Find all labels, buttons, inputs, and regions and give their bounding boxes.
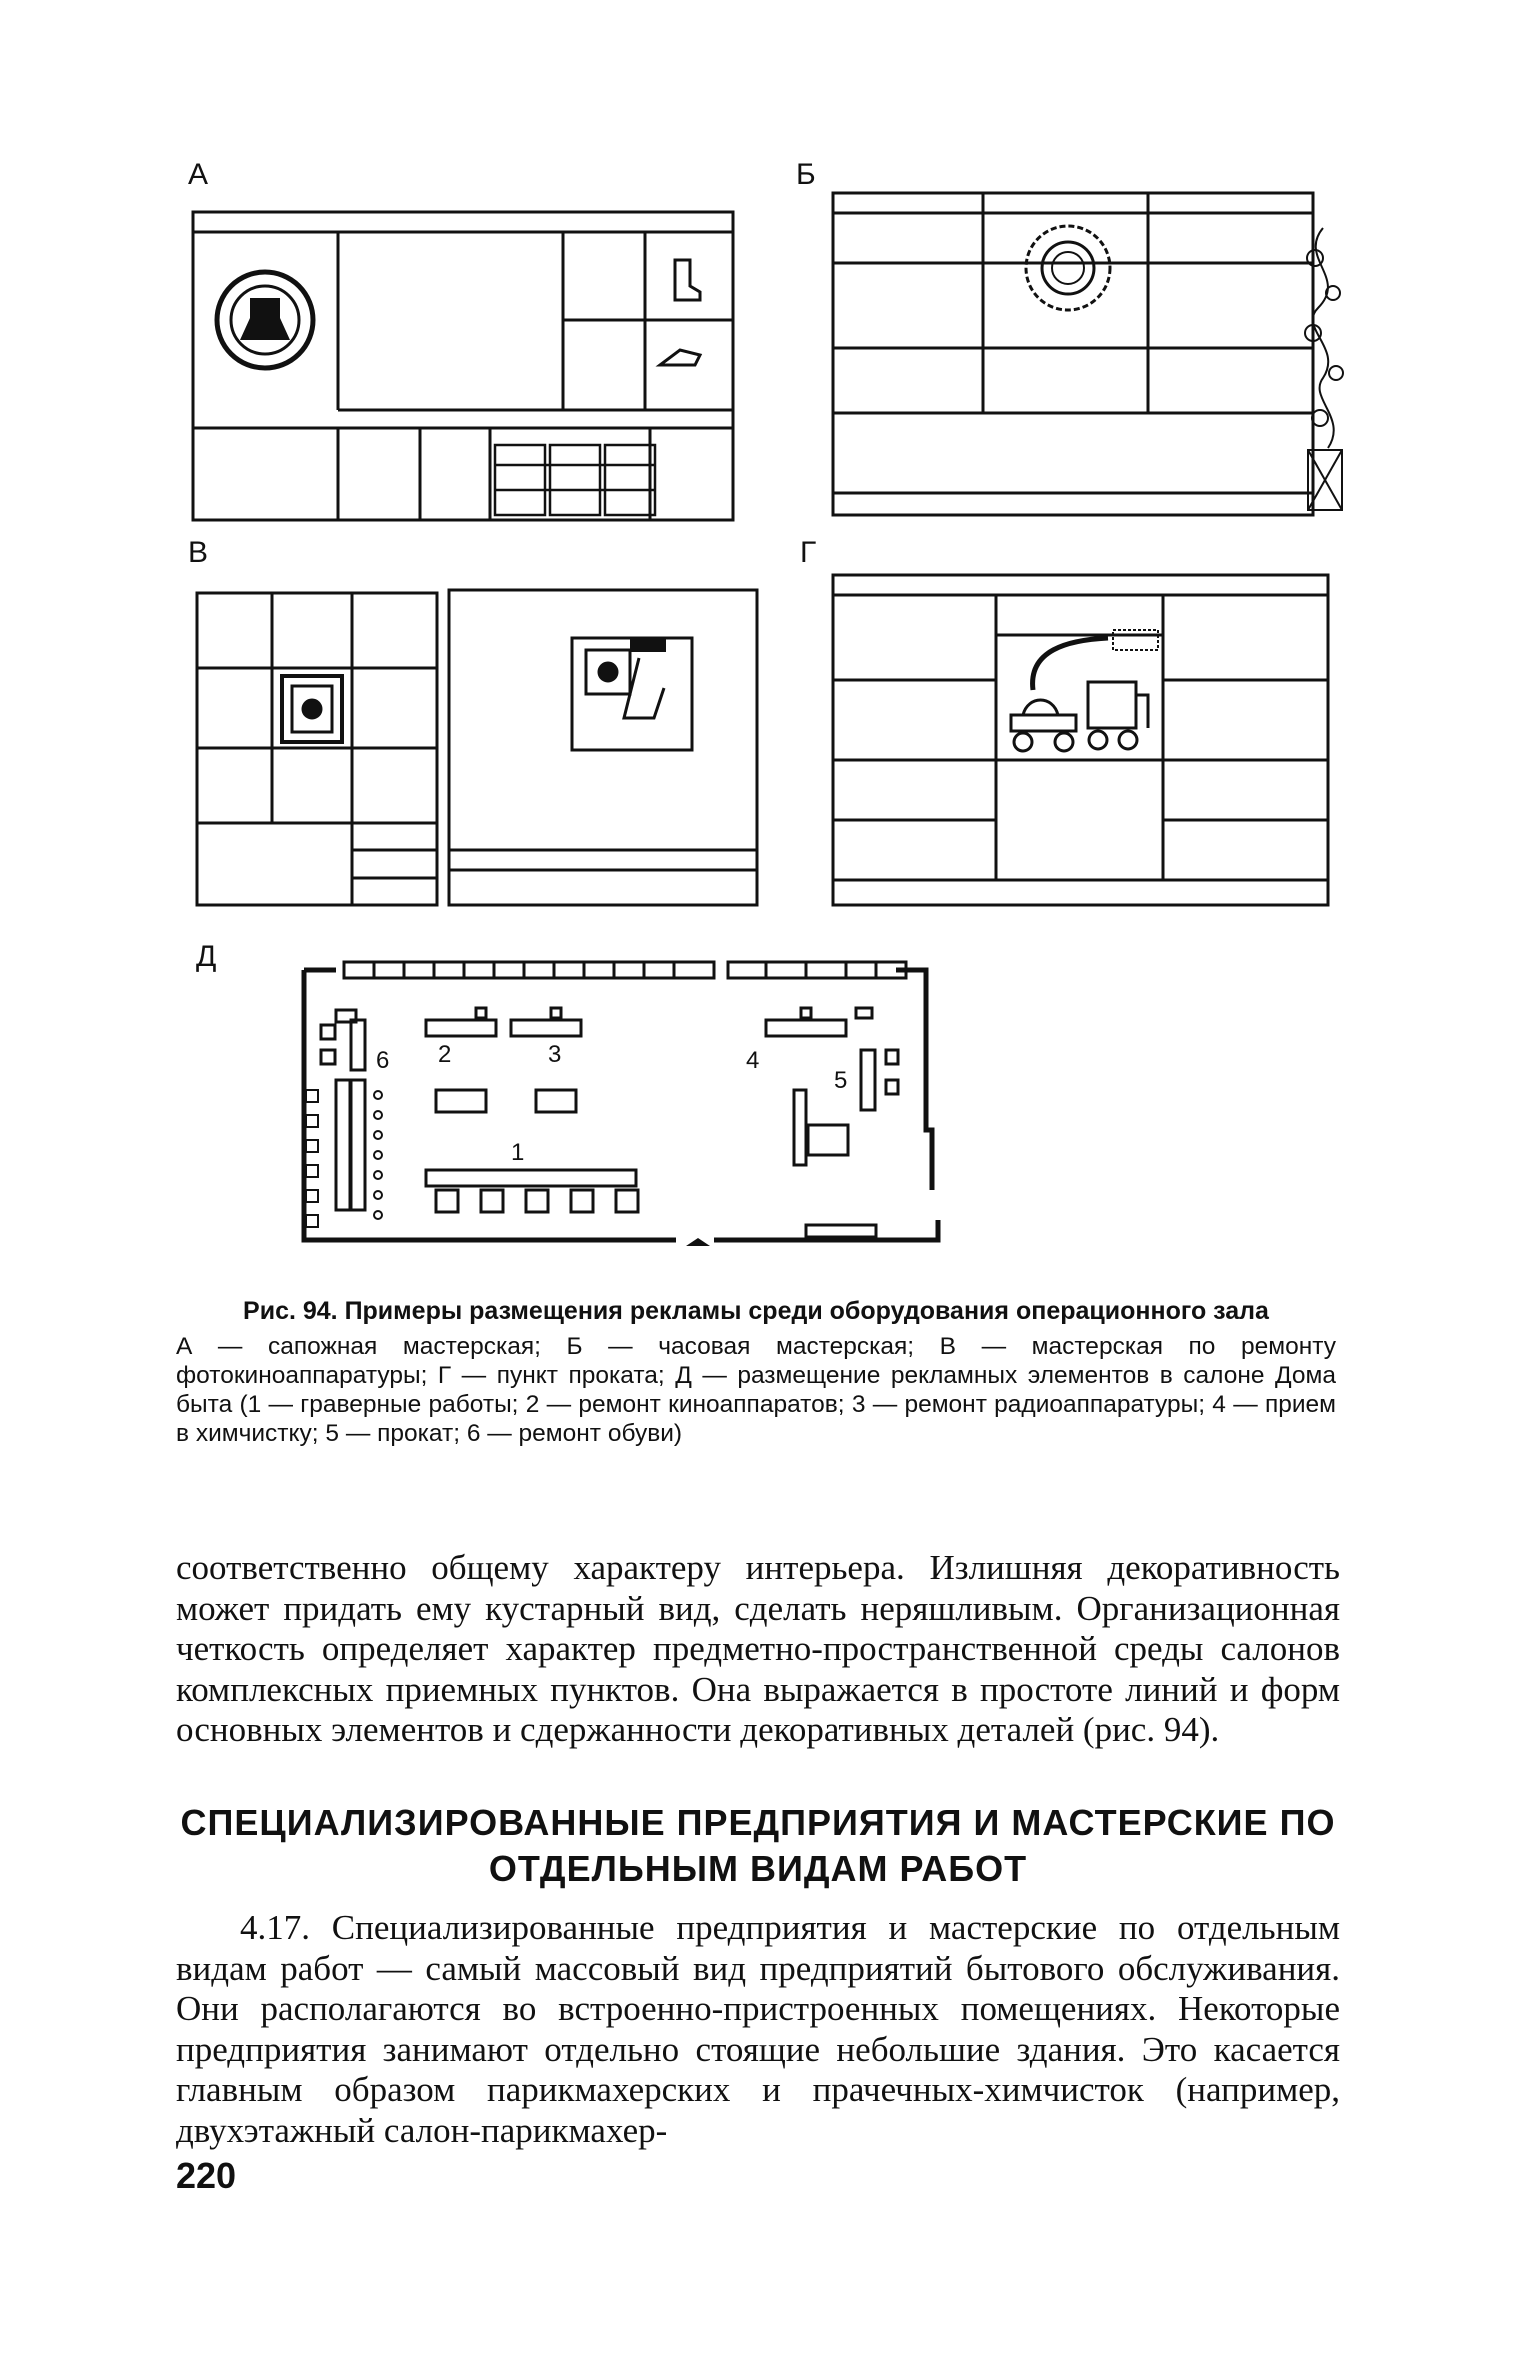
rental-vehicles-icon [1011,630,1158,751]
panel-g-elevation [828,570,1333,910]
panel-label-b: Б [796,158,816,191]
page-number: 220 [176,2155,237,2196]
figure-caption-legend: А — сапожная мастерская; Б — часовая мастерская; В — мастерская по ремонту фотокиноаппаратуры; Г — пункт проката; Д — размещение рекламных элементов в салоне Дома быта (1 — граверные работы; 2 — ремонт киноаппаратов; 3 — ремонт радиоаппаратуры; 4 — прием в химчистку; 5 — прокат; 6 — ремонт обуви) [176,1333,1336,1447]
plan-number-5: 5 [834,1067,848,1094]
plan-number-3: 3 [548,1041,562,1068]
entrance-arrow-icon [686,1238,710,1246]
panel-label-d: Д [196,940,217,973]
plan-number-1: 1 [511,1139,525,1166]
body-paragraph-1: соответственно общему характеру интерьера. Излишняя декоративность может придать ему кустарный вид, сделать неряшливым. Организационная четкость определяет характер предметно-пространственной среды салонов комплексных приемных пунктов. Она выражается в простоте линий и форм основных элементов и сдержанности декоративных деталей (рис. 94). [176,1548,1340,1749]
panel-label-g: Г [800,536,817,569]
section-heading: СПЕЦИАЛИЗИРОВАННЫЕ ПРЕДПРИЯТИЯ И МАСТЕРСКИЕ ПО ОТДЕЛЬНЫМ ВИДАМ РАБОТ [180,1802,1336,1889]
photographer-poster-icon [572,638,692,750]
body-paragraph-2: 4.17. Специализированные предприятия и мастерские по отдельным видам работ — самый массовый вид предприятий бытового обслуживания. Они располагаются во встроенно-пристроенных помещениях. Некоторые предприятия занимают отдельно стоящие небольшие здания. Это касается главным образом парикмахерских и прачечных-химчисток (например, двухэтажный салон-парикмахер- [176,1908,1340,2150]
panel-a-elevation [190,200,740,525]
top-shelving [344,962,906,978]
panel-label-a: А [188,158,209,191]
service-counters [321,1008,898,1237]
plan-number-4: 4 [746,1047,760,1074]
panel-b-elevation [828,188,1353,520]
waiting-chairs [306,1090,382,1227]
plan-number-2: 2 [438,1041,452,1068]
boot-icon [675,260,700,300]
camera-sign-icon [282,676,342,742]
plan-number-6: 6 [376,1047,390,1074]
panel-label-v: В [188,536,209,569]
shoe-icon [660,350,700,365]
floor-plan-outline [304,970,938,1240]
clock-wreath-icon [1026,226,1110,310]
shoe-rack-icon [495,445,655,515]
shoe-repair-sign-icon [217,272,313,368]
figure-caption-title: Рис. 94. Примеры размещения рекламы среди оборудования операционного зала [243,1297,1269,1325]
panel-d-floor-plan [296,950,966,1270]
figure-caption [176,1296,1336,1448]
panel-v-elevation [194,588,760,910]
plant-icon [1305,228,1343,510]
